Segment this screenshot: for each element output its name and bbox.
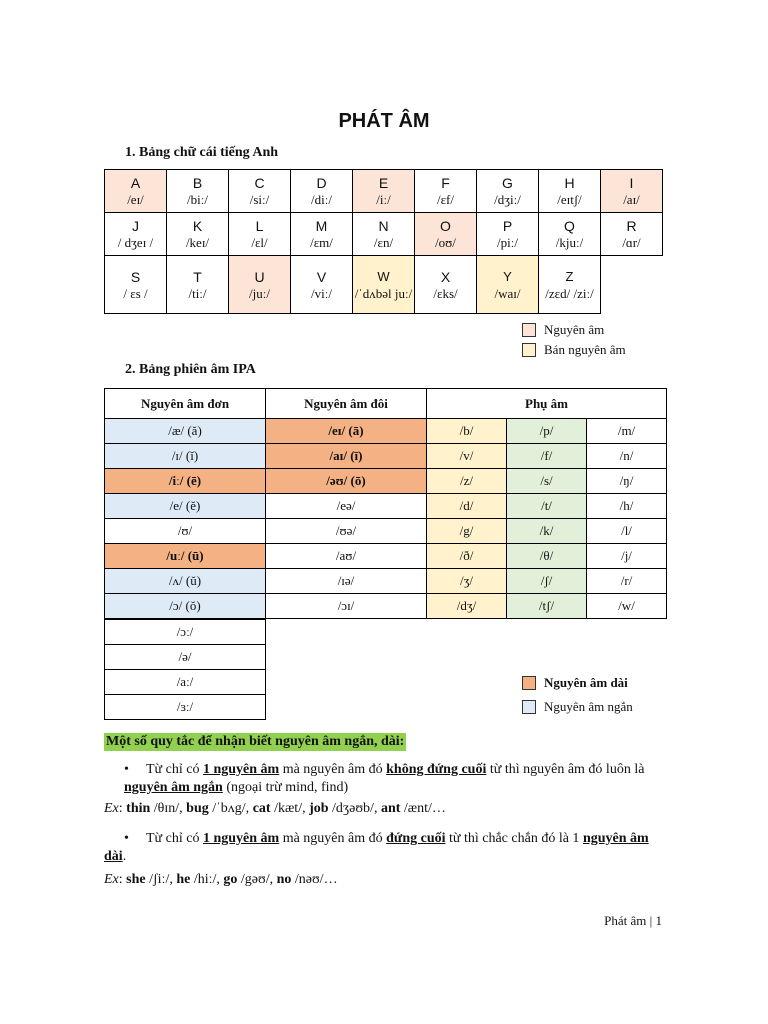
- ipa-row: [105, 695, 266, 720]
- alphabet-ipa: /viː/: [311, 285, 332, 301]
- alphabet-ipa: /zɛd/ /ziː/: [545, 285, 594, 301]
- alphabet-letter: S: [130, 268, 141, 285]
- alphabet-ipa: /tiː/: [188, 285, 207, 301]
- bullet-dot-icon: •: [124, 762, 129, 777]
- alphabet-letter: Y: [503, 268, 512, 284]
- rule-emphasis: đứng cuối: [386, 831, 446, 846]
- ipa-monophthong-cell: /ɔ/ (ŏ): [105, 594, 266, 619]
- alphabet-row: [105, 256, 663, 314]
- example-ipa: /nəʊ/…: [291, 872, 338, 887]
- alphabet-ipa: /keɪ/: [185, 235, 210, 250]
- ipa-consonant-cell: /ʒ/: [427, 569, 507, 594]
- bullet-dot-icon: •: [124, 831, 129, 846]
- alphabet-letter: L: [255, 218, 264, 234]
- ipa-consonant-cell: /b/: [427, 419, 507, 444]
- ipa-monophthong-cell: /æ/ (ă): [105, 419, 266, 444]
- ipa-consonant-cell: /tʃ/: [507, 594, 587, 619]
- ipa-consonant-cell: /v/: [427, 444, 507, 469]
- example-ipa: /θɪn/,: [150, 801, 187, 816]
- legend-label-vowel: Nguyên âm: [544, 322, 605, 337]
- rule-text: từ thì nguyên âm đó luôn là: [486, 762, 645, 777]
- example-word: thin: [126, 801, 151, 816]
- rule-text: Từ chỉ có: [146, 762, 203, 777]
- rule-bullet-2: [104, 830, 669, 866]
- ipa-consonant-cell: /j/: [587, 544, 667, 569]
- alphabet-ipa: / dʒeɪ /: [117, 235, 154, 250]
- alphabet-cell: [105, 170, 167, 213]
- alphabet-cell: [291, 170, 353, 213]
- legend-semivowel: [522, 342, 626, 358]
- header-monophthong: Nguyên âm đơn: [105, 389, 266, 419]
- alphabet-cell: [105, 256, 167, 314]
- alphabet-row: [105, 213, 663, 256]
- ipa-monophthong-cell: /uː/ (ū): [105, 544, 266, 569]
- alphabet-ipa: /ɛl/: [251, 235, 268, 250]
- alphabet-letter: Q: [564, 218, 575, 234]
- alphabet-ipa: /biː/: [187, 192, 208, 207]
- rule-text: .: [122, 849, 127, 864]
- rules-heading: Một số quy tắc để nhận biết nguyên âm ngắn, dài:: [106, 734, 405, 749]
- alphabet-ipa: /diː/: [311, 192, 332, 207]
- ipa-monophthong-cell: /iː/ (ē): [105, 469, 266, 494]
- alphabet-cell: [415, 170, 477, 213]
- example-ipa: /gəʊ/,: [237, 872, 277, 887]
- ipa-consonant-cell: /d/: [427, 494, 507, 519]
- page-footer: Phát âm | 1: [604, 913, 662, 928]
- alphabet-ipa: /eɪtʃ/: [557, 192, 582, 207]
- ipa-monophthong-cell: /ɜː/: [105, 695, 266, 720]
- alphabet-row: [105, 170, 663, 213]
- example-word: go: [223, 872, 238, 887]
- example-label: Ex: [104, 872, 119, 887]
- section-heading-ipa: 2. Bảng phiên âm IPA: [125, 362, 256, 377]
- alphabet-letter: P: [502, 218, 513, 234]
- ipa-row: [105, 670, 266, 695]
- alphabet-cell: [167, 213, 229, 256]
- alphabet-cell: [477, 170, 539, 213]
- legend-swatch-long: [522, 676, 536, 690]
- ipa-monophthong-cell: /ə/: [105, 645, 266, 670]
- alphabet-cell: [415, 256, 477, 314]
- example-word: bug: [186, 801, 209, 816]
- ipa-diphthong-cell: /əʊ/ (ō): [266, 469, 427, 494]
- example-word: she: [126, 872, 146, 887]
- alphabet-cell: [477, 213, 539, 256]
- ipa-diphthong-cell: /ʊə/: [266, 519, 427, 544]
- rule-bullet-1: [124, 761, 669, 797]
- example-label: Ex: [104, 801, 119, 816]
- example-ipa: /dʒəʊb/,: [328, 801, 381, 816]
- ipa-consonant-cell: /l/: [587, 519, 667, 544]
- alphabet-cell: [105, 213, 167, 256]
- alphabet-cell: [601, 170, 663, 213]
- header-consonant: Phụ âm: [427, 389, 667, 419]
- ipa-monophthong-cell: /e/ (ĕ): [105, 494, 266, 519]
- ipa-consonant-cell: /k/: [507, 519, 587, 544]
- rule-emphasis: không đứng cuối: [386, 762, 487, 777]
- ipa-row: [105, 519, 667, 544]
- alphabet-ipa: /ɛf/: [436, 192, 454, 207]
- ipa-consonant-cell: /ŋ/: [587, 469, 667, 494]
- alphabet-cell: [167, 170, 229, 213]
- alphabet-letter: H: [564, 175, 575, 191]
- alphabet-cell: [167, 256, 229, 314]
- alphabet-ipa: /oʊ/: [435, 235, 456, 250]
- ipa-row: [105, 469, 667, 494]
- ipa-diphthong-cell: /eɪ/ (ā): [266, 419, 427, 444]
- ipa-monophthong-cell: /ɔː/: [105, 620, 266, 645]
- rule-emphasis: 1 nguyên âm: [202, 831, 280, 846]
- alphabet-cell: [291, 213, 353, 256]
- alphabet-cell: [291, 256, 353, 314]
- legend-vowel: [522, 322, 604, 338]
- alphabet-letter: R: [626, 218, 637, 234]
- alphabet-ipa: /waɪ/: [494, 285, 521, 301]
- alphabet-letter: M: [315, 218, 328, 234]
- ipa-row: [105, 494, 667, 519]
- ipa-table: [104, 388, 667, 619]
- alphabet-cell: [229, 170, 291, 213]
- legend-label-semivowel: Bán nguyên âm: [544, 342, 626, 357]
- legend-swatch-semivowel: [522, 343, 536, 357]
- ipa-row: [105, 620, 266, 645]
- rule-emphasis: nguyên âm ngắn: [124, 780, 223, 795]
- ipa-extra-vowels: [104, 619, 266, 720]
- legend-label-short: Nguyên âm ngắn: [544, 699, 633, 714]
- alphabet-cell: [229, 256, 291, 314]
- rule-text: (ngoại trừ mind, find): [222, 780, 349, 795]
- alphabet-letter: I: [629, 175, 634, 191]
- ipa-consonant-cell: /z/: [427, 469, 507, 494]
- ipa-consonant-cell: /ʃ/: [507, 569, 587, 594]
- alphabet-cell: [477, 256, 539, 314]
- ipa-consonant-cell: /θ/: [507, 544, 587, 569]
- ipa-monophthong-cell: /aː/: [105, 670, 266, 695]
- alphabet-ipa: /juː/: [249, 285, 270, 301]
- ipa-consonant-cell: /h/: [587, 494, 667, 519]
- example-word: cat: [252, 801, 271, 816]
- legend-swatch-vowel: [522, 323, 536, 337]
- legend-long-vowel: [522, 675, 628, 691]
- rule-text: mà nguyên âm đó: [279, 762, 387, 777]
- example-ipa: /kæt/,: [270, 801, 310, 816]
- alphabet-ipa: /siː/: [249, 192, 270, 207]
- ipa-row: [105, 419, 667, 444]
- example-ipa: /hiː/,: [190, 872, 224, 887]
- alphabet-letter: U: [254, 268, 265, 285]
- rule-text: Từ chỉ có: [146, 831, 203, 846]
- example-word: ant: [380, 801, 401, 816]
- alphabet-ipa: /dʒiː/: [494, 192, 521, 207]
- ipa-consonant-cell: /r/: [587, 569, 667, 594]
- ipa-monophthong-cell: /ʌ/ (ŭ): [105, 569, 266, 594]
- alphabet-letter: D: [316, 175, 327, 191]
- rule-emphasis: nguyên âm dài: [104, 831, 649, 864]
- ipa-diphthong-cell: /aʊ/: [266, 544, 427, 569]
- ipa-diphthong-cell: /aɪ/ (ī): [266, 444, 427, 469]
- example-word: job: [309, 801, 329, 816]
- alphabet-ipa: /aɪ/: [623, 192, 640, 207]
- alphabet-cell: [353, 256, 415, 314]
- alphabet-letter: K: [192, 218, 203, 234]
- ipa-consonant-cell: /p/: [507, 419, 587, 444]
- rule-emphasis: 1 nguyên âm: [202, 762, 280, 777]
- alphabet-letter: N: [378, 218, 389, 234]
- alphabet-ipa: / ɛs /: [123, 285, 148, 301]
- ipa-consonant-cell: /w/: [587, 594, 667, 619]
- alphabet-letter: J: [132, 218, 139, 234]
- alphabet-ipa: /kjuː/: [555, 235, 584, 250]
- ipa-row: [105, 544, 667, 569]
- alphabet-cell: [415, 213, 477, 256]
- legend-short-vowel: [522, 699, 633, 715]
- ipa-monophthong-cell: /ʊ/: [105, 519, 266, 544]
- header-diphthong: Nguyên âm đôi: [266, 389, 427, 419]
- alphabet-cell: [539, 213, 601, 256]
- example-ipa: /ænt/…: [400, 801, 446, 816]
- legend-swatch-short: [522, 700, 536, 714]
- alphabet-ipa: /ɑr/: [622, 235, 641, 250]
- alphabet-letter: A: [130, 175, 141, 191]
- ipa-row: [105, 645, 266, 670]
- page-title: PHÁT ÂM: [338, 110, 430, 132]
- alphabet-ipa: /ɛn/: [373, 235, 394, 250]
- example-ipa: /ʃiː/,: [145, 872, 177, 887]
- ipa-consonant-cell: /f/: [507, 444, 587, 469]
- alphabet-letter: C: [254, 175, 265, 191]
- alphabet-cell: [353, 170, 415, 213]
- ipa-row: [105, 569, 667, 594]
- ipa-diphthong-cell: /ɔɪ/: [266, 594, 427, 619]
- ipa-row: [105, 444, 667, 469]
- alphabet-ipa: /ˈdʌbəl juː/: [354, 285, 413, 301]
- rule-text: từ thì chắc chắn đó là 1: [445, 831, 583, 846]
- alphabet-letter: W: [377, 268, 390, 284]
- rule-example-1: Ex: thin /θɪn/, bug /ˈbʌg/, cat /kæt/, job /dʒəʊb/, ant /ænt/…: [104, 801, 446, 816]
- alphabet-letter: G: [502, 175, 513, 191]
- example-word: no: [276, 872, 292, 887]
- example-ipa: /ˈbʌg/,: [208, 801, 253, 816]
- alphabet-cell: [229, 213, 291, 256]
- alphabet-letter: B: [192, 175, 203, 191]
- ipa-consonant-cell: /s/: [507, 469, 587, 494]
- alphabet-ipa: /eɪ/: [127, 192, 144, 207]
- alphabet-cell: [539, 256, 601, 314]
- ipa-row: [105, 594, 667, 619]
- ipa-header-row: [105, 389, 667, 419]
- ipa-consonant-cell: /m/: [587, 419, 667, 444]
- alphabet-ipa: /piː/: [497, 235, 518, 250]
- alphabet-letter: V: [316, 268, 327, 285]
- alphabet-empty-cell: [601, 256, 663, 314]
- example-word: he: [176, 872, 191, 887]
- ipa-consonant-cell: /t/: [507, 494, 587, 519]
- alphabet-letter: X: [440, 268, 451, 285]
- alphabet-cell: [601, 213, 663, 256]
- ipa-monophthong-cell: /ɪ/ (ĭ): [105, 444, 266, 469]
- ipa-consonant-cell: /ð/: [427, 544, 507, 569]
- ipa-diphthong-cell: /eə/: [266, 494, 427, 519]
- alphabet-letter: O: [440, 218, 451, 234]
- alphabet-letter: T: [193, 268, 202, 285]
- ipa-consonant-cell: /n/: [587, 444, 667, 469]
- alphabet-letter: F: [441, 175, 450, 191]
- alphabet-cell: [539, 170, 601, 213]
- alphabet-letter: E: [378, 175, 389, 191]
- ipa-diphthong-cell: /ɪə/: [266, 569, 427, 594]
- alphabet-cell: [353, 213, 415, 256]
- alphabet-letter: Z: [565, 268, 574, 284]
- ipa-consonant-cell: /g/: [427, 519, 507, 544]
- alphabet-ipa: /ɛks/: [433, 285, 458, 301]
- ipa-consonant-cell: /dʒ/: [427, 594, 507, 619]
- section-heading-alphabet: 1. Bảng chữ cái tiếng Anh: [125, 145, 279, 160]
- legend-label-long: Nguyên âm dài: [544, 675, 628, 690]
- rule-example-2: Ex: she /ʃiː/, he /hiː/, go /gəʊ/, no /nəʊ/…: [104, 872, 338, 887]
- rule-text: mà nguyên âm đó: [279, 831, 387, 846]
- alphabet-table: [104, 169, 663, 314]
- alphabet-ipa: /iː/: [376, 192, 391, 207]
- alphabet-ipa: /ɛm/: [310, 235, 333, 250]
